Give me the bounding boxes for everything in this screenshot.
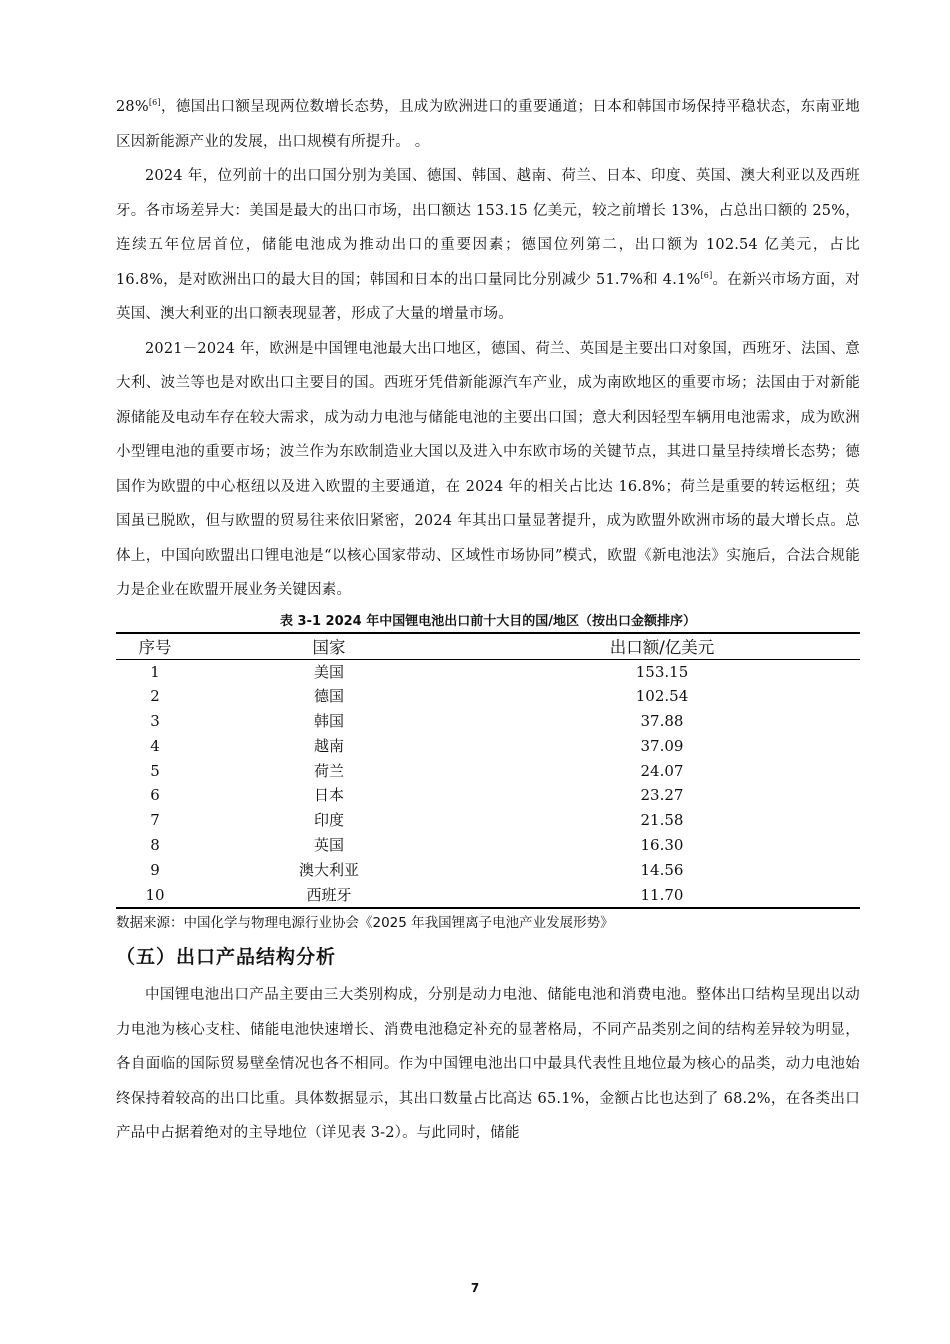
cell-value: 21.58	[640, 811, 684, 830]
paragraph-3: 2021－2024 年，欧洲是中国锂电池最大出口地区，德国、荷兰、英国是主要出口对象国，西班牙、法国、意大利、波兰等也是对欧出口主要目的国。西班牙凭借新能源汽车产业，成为南欧地区的重要市场；法国由于对新能源储能及电动车存在较大需求，成为动力电池与储能电池的主要出口国；意大利因轻型车辆用电池需求，成为欧洲小型锂电池的重要市场；波兰作为东欧制造业大国以及进入中东欧市场的关键节点，其进口量呈持续增长态势；德国作为欧盟的中心枢纽以及进入欧盟的主要通道，在 2024 年的相关占比达 16.8%；荷兰是重要的转运枢纽；英国虽已脱欧，但与欧盟的贸易往来依旧紧密，2024 年其出口量显著提升，成为欧盟外欧洲市场的最大增长点。总体上，中国向欧盟出口锂电池是“以核心国家带动、区域性市场协同”模式，欧盟《新电池法》实施后，合法合规能力是企业在欧盟开展业务关键因素。	[116, 340, 860, 598]
cell-country: 澳大利亚	[298, 860, 359, 879]
citation-6[interactable]: [6]	[148, 98, 161, 108]
paragraph-1-text-b: ，德国出口额呈现两位数增长态势，且成为欧洲进口的重要通道；日本和韩国市场保持平稳状态，东南亚地区因新能源产业的发展，出口规模有所提升。 。	[116, 99, 860, 150]
paragraph-2	[116, 159, 860, 332]
table-header-row	[116, 633, 860, 660]
paragraph-2-text-b: 。在新兴市场方面，对英国、澳大利亚的出口额表现显著，形成了大量的增量市场。	[116, 271, 860, 322]
table-row	[116, 858, 860, 883]
paragraph-1	[116, 90, 860, 159]
table-row	[116, 684, 860, 709]
cell-value: 102.54	[635, 687, 689, 706]
cell-index: 1	[150, 662, 160, 681]
cell-value: 14.56	[640, 860, 684, 879]
cell-country: 印度	[313, 811, 344, 830]
cell-country: 英国	[313, 836, 344, 855]
header-export-value: 出口额/亿美元	[464, 633, 860, 660]
cell-index: 4	[150, 736, 160, 755]
table-row	[116, 709, 860, 734]
table-row	[116, 833, 860, 858]
table-row	[116, 808, 860, 833]
table-row	[116, 883, 860, 909]
cell-country: 西班牙	[194, 883, 464, 909]
cell-value: 11.70	[464, 883, 860, 909]
page-number: 7	[470, 1281, 480, 1295]
citation-6[interactable]: [6]	[700, 270, 713, 280]
table-row	[116, 659, 860, 684]
table-row	[116, 759, 860, 784]
cell-value: 16.30	[640, 836, 684, 855]
cell-country: 美国	[313, 662, 344, 681]
export-table	[116, 632, 860, 910]
cell-country: 越南	[313, 736, 344, 755]
cell-index: 3	[150, 712, 160, 731]
section-heading: （五）出口产品结构分析	[116, 946, 337, 969]
cell-value: 37.09	[640, 736, 684, 755]
cell-value: 37.88	[640, 712, 684, 731]
table-row	[116, 783, 860, 808]
header-country: 国家	[194, 633, 464, 660]
page-body	[116, 90, 860, 1151]
cell-value: 153.15	[635, 662, 689, 681]
cell-country: 荷兰	[313, 761, 344, 780]
cell-index: 9	[150, 860, 160, 879]
cell-index: 7	[150, 811, 160, 830]
cell-country: 韩国	[313, 712, 344, 731]
table-caption: 表 3-1 2024 年中国锂电池出口前十大目的国/地区（按出口金额排序）	[280, 613, 696, 629]
cell-index: 8	[150, 836, 160, 855]
cell-index: 6	[150, 786, 160, 805]
cell-country: 德国	[313, 687, 344, 706]
cell-index: 10	[116, 883, 194, 909]
cell-country: 日本	[313, 786, 344, 805]
paragraph-1-text-a: 28%	[116, 99, 149, 115]
cell-index: 5	[150, 761, 160, 780]
table-source-note: 数据来源：中国化学与物理电源行业协会《2025 年我国锂离子电池产业发展形势》	[116, 915, 614, 932]
header-index: 序号	[116, 633, 194, 660]
paragraph-4: 中国锂电池出口产品主要由三大类别构成，分别是动力电池、储能电池和消费电池。整体出口结构呈现出以动力电池为核心支柱、储能电池快速增长、消费电池稳定补充的显著格局，不同产品类别之间的结构差异较为明显，各自面临的国际贸易壁垒情况也各不相同。作为中国锂电池出口中最具代表性且地位最为核心的品类，动力电池始终保持着较高的出口比重。具体数据显示，其出口数量占比高达 65.1%，金额占比也达到了 68.2%，在各类出口产品中占据着绝对的主导地位（详见表 3-2）。与此同时，储能	[116, 987, 860, 1142]
cell-value: 23.27	[640, 786, 684, 805]
cell-index: 2	[150, 687, 160, 706]
table-row	[116, 734, 860, 759]
cell-value: 24.07	[640, 761, 684, 780]
paragraph-2-text-a: 2024 年，位列前十的出口国分别为美国、德国、韩国、越南、荷兰、日本、印度、英国、澳大利亚以及西班牙。各市场差异大：美国是最大的出口市场，出口额达 153.15 亿美元，较之前增长 13%，占总出口额的 25%，连续五年位居首位，储能电池成为推动出口的重要因素；德国位列第二，出口额为 102.54 亿美元，占比 16.8%，是对欧洲出口的最大目的国；韩国和日本的出口量同比分别减少 51.7%和 4.1%	[116, 168, 860, 288]
